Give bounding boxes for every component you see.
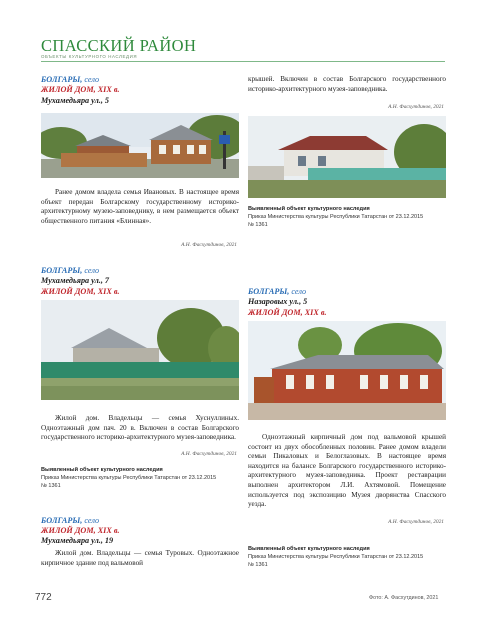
heritage-status-heading: Выявленный объект культурного наследия — [248, 546, 370, 552]
entry-description: Жилой дом. Владельцы — семья Хуснуллиных. Одноэтажный дом пач. 20 в. Включен в состав Болгарского государственного историко-архитектурного музея-заповедника. — [41, 414, 239, 442]
place-name: БОЛГАРЫ, — [41, 266, 83, 275]
heritage-status-order: Приказ Министерства культуры Республики Татарстан от 23.12.2015 № 1361 — [248, 554, 424, 568]
photo-credit: А.Н. Фасхутдинов, 2021 — [388, 104, 444, 110]
place-type: село — [84, 266, 100, 275]
place-type: село — [291, 287, 307, 296]
entry-place — [41, 266, 99, 275]
entry-description: Ранее домом владела семья Ивановых. В настоящее время объект передан Болгарскому государственному историко-архитектурному музею-заповеднику, в нем размещается объект общественного питания «Блинная». — [41, 188, 239, 225]
heritage-status-order: Приказ Министерства культуры Республики Татарстан от 23.12.2015 № 1361 — [41, 475, 217, 489]
photo-credit: А.Н. Фасхутдинов, 2021 — [388, 519, 444, 525]
entry-house-title: ЖИЛОЙ ДОМ, XIX в. — [41, 85, 120, 94]
entry-description: Одноэтажный кирпичный дом под вальмовой крышей состоит из двух обособленных половин. Ранее домом владели семьи Пикаловых и Белоглазовых. В настоящее время находится на балансе Болгарского государственного историко-архитектурного музея-заповедника. Проект реставрации выполнен архитектором Л.И. Ахтямовой. Помещение используется под экспозицию Музея дворянства Спасского уезда. — [248, 433, 446, 509]
heritage-status-order: Приказ Министерства культуры Республики Татарстан от 23.12.2015 № 1361 — [248, 214, 424, 228]
heritage-status-heading: Выявленный объект культурного наследия — [41, 467, 163, 473]
place-name: БОЛГАРЫ, — [248, 287, 290, 296]
section-title: СПАССКИЙ РАЙОН — [41, 36, 197, 55]
photo-red-brick-house — [248, 321, 446, 420]
entry-description-continued: крышей. Включен в состав Болгарского государственного историко-архитектурного музея-заповедника. — [248, 75, 446, 93]
heritage-status-heading: Выявленный объект культурного наследия — [248, 206, 370, 212]
section-subtitle: ОБЪЕКТЫ КУЛЬТУРНОГО НАСЛЕДИЯ — [41, 54, 138, 59]
entry-place — [248, 287, 306, 296]
place-type: село — [84, 516, 100, 525]
photo-credit: А.Н. Фасхутдинов, 2021 — [181, 451, 237, 457]
header-divider — [41, 61, 445, 62]
entry-description: Жилой дом. Владельцы — семья Туровых. Одноэтажное кирпичное здание под вальмовой — [41, 549, 239, 567]
entry-place — [41, 516, 99, 525]
photo-brick-house-green-fence — [41, 300, 239, 400]
photo-credit: А.Н. Фасхутдинов, 2021 — [181, 242, 237, 248]
entry-street: Мухамедьяра ул., 5 — [41, 96, 110, 105]
page-number: 772 — [35, 592, 52, 603]
place-type: село — [84, 75, 100, 84]
place-name: БОЛГАРЫ, — [41, 75, 83, 84]
entry-street: Назаровых ул., 5 — [248, 297, 308, 306]
entry-house-title: ЖИЛОЙ ДОМ, XIX в. — [41, 526, 120, 535]
entry-street: Мухамедьяра ул., 19 — [41, 536, 114, 545]
place-name: БОЛГАРЫ, — [41, 516, 83, 525]
entry-house-title: ЖИЛОЙ ДОМ, XIX в. — [248, 308, 327, 317]
entry-street: Мухамедьяра ул., 7 — [41, 276, 110, 285]
entry-house-title: ЖИЛОЙ ДОМ, XIX в. — [41, 287, 120, 296]
photo-white-house-fence — [248, 116, 446, 198]
footer-photo-credit: Фото: А. Фасхутдинов, 2021 — [369, 595, 439, 601]
photo-wooden-house — [41, 113, 239, 178]
entry-place — [41, 75, 99, 84]
